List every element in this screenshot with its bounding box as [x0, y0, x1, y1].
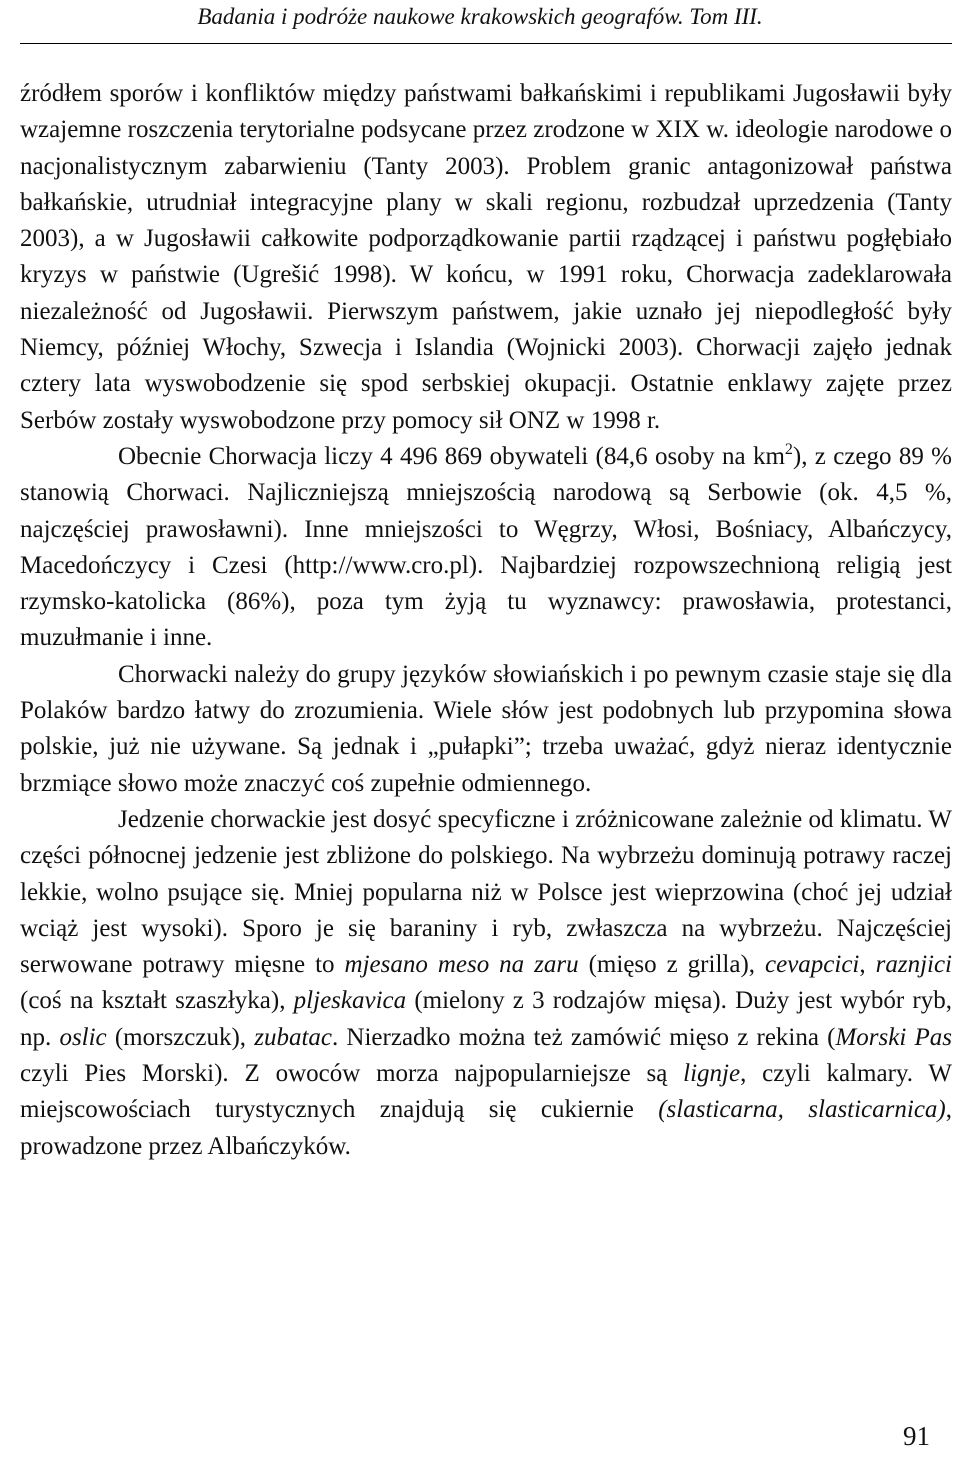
- italic-term: Morski Pas: [835, 1023, 952, 1051]
- italic-term: oslic: [59, 1023, 107, 1051]
- page-number: 91: [903, 1421, 930, 1451]
- running-header: Badania i podróże naukowe krakowskich geografów. Tom III.: [197, 4, 763, 29]
- text-run: (coś na kształt szaszłyka),: [20, 987, 294, 1015]
- italic-term: raznjici: [875, 951, 953, 979]
- text-run: (morszczuk),: [106, 1023, 255, 1051]
- text-run: czyli Pies Morski). Z owoców morza najpopularniejsze są: [20, 1060, 684, 1088]
- paragraph: [20, 439, 952, 657]
- italic-term: pljeskavica: [293, 987, 407, 1015]
- text-run: (mielony z 3 rodzajów mięsa). Duży jest wybór ryb, np.: [20, 987, 952, 1051]
- header-divider: [20, 43, 952, 44]
- body-text: [20, 76, 952, 1165]
- italic-term: mjesano meso na zaru: [344, 951, 579, 979]
- text-run: Chorwacki należy do grupy języków słowiańskich i po pewnym czasie staje się dla Polaków bardzo łatwy do zrozumienia. Wiele słów jest podobnych lub przypomina słowa polskie, już nie używane. Są jednak i „pułapki”; trzeba uważać, gdyż nieraz identycznie brzmiące słowo może znaczyć coś zupełnie odmiennego.: [20, 660, 952, 797]
- paragraph: [20, 76, 952, 439]
- text-run: , prowadzone przez Albańczyków.: [20, 1096, 953, 1160]
- paragraph: [20, 657, 952, 802]
- text-run: źródłem sporów i konfliktów między państwami bałkańskimi i republikami Jugosławii były wzajemne roszczenia terytorialne podsycane przez zrodzone w XIX w. ideologie narodowe o nacjonalistycznym zabarwieniu (Tanty 2003). Problem granic antagonizował państwa bałkańskie, utrudniał integracyjne plany w skali regionu, rozbudzał uprzedzenia (Tanty 2003), a w Jugosławii całkowite podporządkowanie partii rządzącej i państwu pogłębiało kryzys w państwie (Ugrešić 1998). W końcu, w 1991 roku, Chorwacja zadeklarowała niezależność od Jugosławii. Pierwszym państwem, jakie uznało jej niepodległość były Niemcy, później Włochy, Szwecja i Islandia (Wojnicki 2003). Chorwacji zajęło jednak cztery lata wyswobodzenie się spod serbskiej okupacji. Ostatnie enklawy zajęte przez Serbów zostały wyswobodzone przy pomocy sił ONZ w 1998 r.: [20, 80, 952, 434]
- italic-term: cevapcici: [765, 951, 860, 979]
- italic-term: lignje: [683, 1060, 741, 1088]
- superscript: 2: [784, 440, 793, 458]
- paragraph: [20, 802, 952, 1165]
- italic-term: (slasticarna, slasticarnica): [658, 1096, 946, 1124]
- text-run: . Nierzadko można też zamówić mięso z rekina (: [332, 1023, 836, 1051]
- text-run: ,: [859, 951, 876, 979]
- text-run: Obecnie Chorwacja liczy 4 496 869 obywateli (84,6 osoby na km: [118, 442, 785, 470]
- text-run: , czyli kalmary. W miejscowościach turystycznych znajdują się cukiernie: [20, 1060, 953, 1124]
- text-run: Jedzenie chorwackie jest dosyć specyficzne i zróżnicowane zależnie od klimatu. W części północnej jedzenie jest zbliżone do polskiego. Na wybrzeżu dominują potrawy raczej lekkie, wolno psujące się. Mniej popularna niż w Polsce jest wieprzowina (choć jej udział wciąż jest wysoki). Sporo je się baraniny i ryb, zwłaszcza na wybrzeżu. Najczęściej serwowane potrawy mięsne to: [20, 805, 952, 979]
- text-run: (mięso z grilla),: [578, 951, 765, 979]
- italic-term: zubatac: [254, 1023, 332, 1051]
- text-run: ), z czego 89 % stanowią Chorwaci. Najliczniejszą mniejszością narodową są Serbowie (ok. 4,5 %, najczęściej prawosławni). Inne mniejszości to Węgrzy, Włosi, Bośniacy, Albańczycy, Macedończycy i Czesi (http://www.cro.pl). Najbardziej rozpowszechnioną religią jest rzymsko-katolicka (86%), poza tym żyją tu wyznawcy: prawosławia, protestanci, muzułmanie i inne.: [20, 442, 952, 652]
